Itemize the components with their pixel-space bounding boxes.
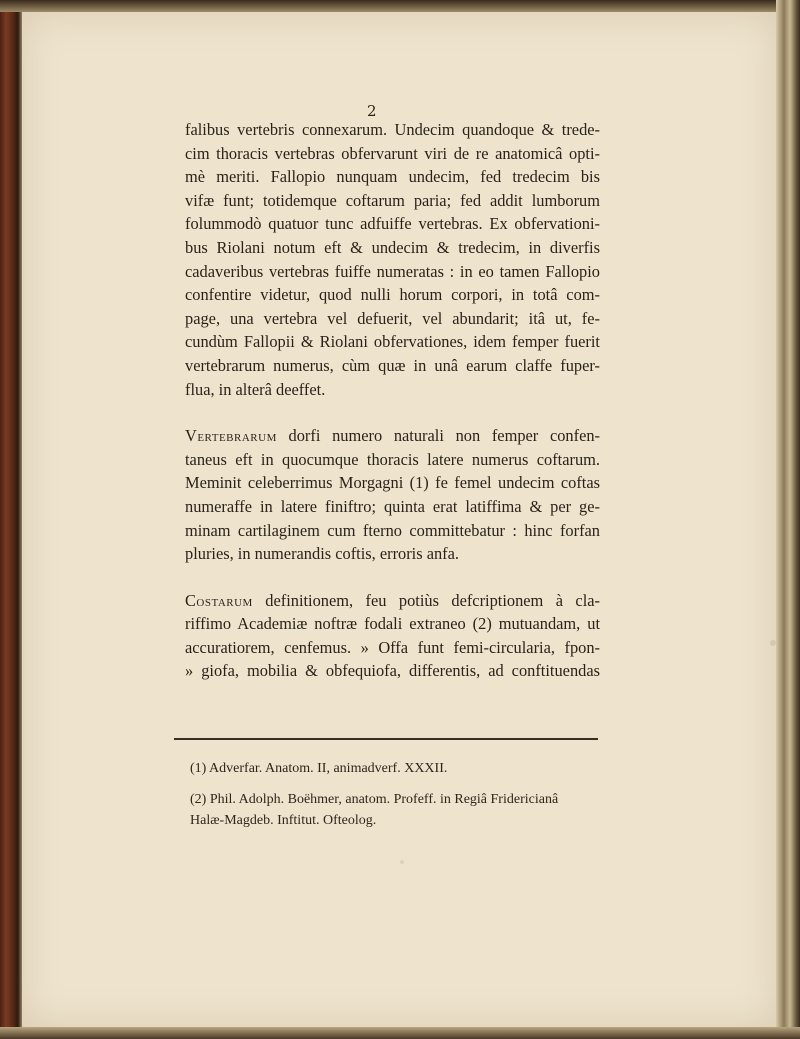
footnote-2: (2) Phil. Adolph. Boëhmer, anatom. Profeff. in Regiâ Fridericianâ [190,792,559,807]
text-line [185,424,600,448]
book-fore-edge [776,0,800,1039]
page-top-edge [0,0,800,12]
text-line: falibus vertebris connexarum. Undecim quandoque & trede- [185,120,600,139]
paragraph-3 [185,589,600,683]
paragraph-2 [185,424,600,566]
text-line: page, una vertebra vel defuerit, vel abundarit; itâ ut, fe- [185,308,600,328]
text-line: accuratiorem, cenfemus. » Offa funt femi-circularia, fpon- [185,637,600,657]
text-line: minam cartilaginem cum fterno committebatur : hinc forfan [185,520,600,540]
text-line: vifæ funt; totidemque coftarum paria; fed addit lumborum [185,190,600,210]
text-line: bus Riolani notum eft & undecim & tredecim, in diverfis [185,237,600,257]
paper-stain [770,640,776,646]
text-line: cadaveribus vertebras fuiffe numeratas : in eo tamen Fallopio [185,261,600,281]
text-line: mè meriti. Fallopio nunquam undecim, fed tredecim bis [185,167,600,187]
text-line: riffimo Academiæ noftræ fodali extraneo (2) mutuandam, ut [185,614,600,634]
text-line [185,589,600,613]
text-line: Meminit celeberrimus Morgagni (1) fe femel undecim coftas [185,473,600,493]
paragraph-1 [185,118,600,401]
paragraph-lead-word: Vertebrarum [185,426,277,446]
text-line: taneus eft in quocumque thoracis latere numerus coftarum. [185,449,600,469]
text-line: cim thoracis vertebras obfervarunt viri de re anatomicâ opti- [185,143,600,163]
text-line-rest: dorfi numero naturali non femper confen- [276,426,600,446]
text-line-rest: definitionem, feu potiùs defcriptionem à cla- [252,590,600,610]
text-line: numeraffe in latere finiftro; quinta erat latiffima & per ge- [185,496,600,516]
page-bottom-edge [0,1027,800,1039]
text-line: cundùm Fallopii & Riolani obfervationes, idem femper fuerit [185,332,600,352]
text-line: vertebrarum numerus, cùm quæ in unâ earum claffe fuper- [185,355,600,375]
page-number: 2 [367,102,377,120]
body-text [185,118,600,683]
text-line: pluries, in numerandis coftis, erroris anfa. [185,544,460,564]
text-line: » giofa, mobilia & obfequiofa, differentis, ad conftituendas [185,661,600,681]
text-line: folummodò quatuor tunc adfuiffe vertebras. Ex obfervationi- [185,214,600,234]
footnote-2-continued: Halæ-Magdeb. Inftitut. Ofteolog. [190,813,377,828]
paper-stain [400,860,404,864]
paragraph-spacer [185,566,600,589]
footnote-spacer [190,779,598,789]
paragraph-spacer [185,401,600,424]
footnotes [190,758,598,831]
text-line: flua, in alterâ deeffet. [185,379,326,399]
footnote-1: (1) Adverfar. Anatom. II, animadverf. XXXII. [190,761,448,776]
paragraph-lead-word: Costarum [185,590,253,610]
footnote-rule [174,738,598,740]
text-line: confentire videtur, quod nulli horum corpori, in totâ com- [185,285,600,305]
